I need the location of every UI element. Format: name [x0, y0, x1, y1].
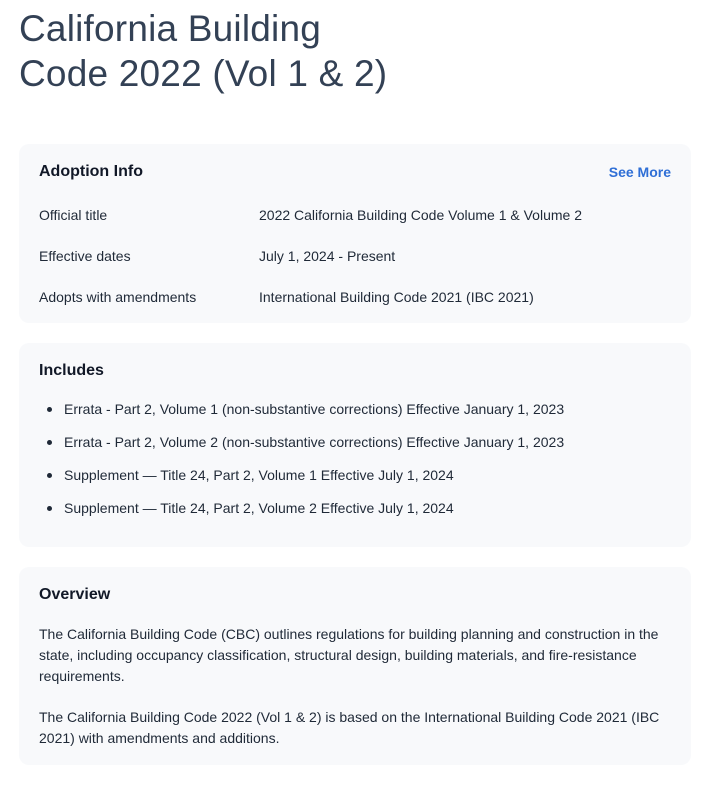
info-value: International Building Code 2021 (IBC 2021) — [259, 289, 534, 305]
includes-list — [39, 399, 679, 531]
list-item — [39, 432, 679, 465]
info-label: Effective dates — [39, 248, 131, 264]
bullet-icon — [47, 473, 52, 478]
bullet-icon — [47, 440, 52, 445]
overview-card — [19, 567, 691, 765]
bullet-icon — [47, 407, 52, 412]
includes-heading: Includes — [39, 362, 104, 379]
see-more-link[interactable]: See More — [608, 164, 671, 180]
list-item-text: Errata - Part 2, Volume 2 (non-substantive corrections) Effective January 1, 2023 — [64, 434, 565, 450]
page-title-line-1: California Building — [19, 8, 322, 49]
overview-heading: Overview — [39, 586, 111, 603]
list-item — [39, 498, 679, 531]
info-row-adopts-with-amendments — [39, 287, 671, 307]
page-title — [19, 6, 439, 96]
list-item — [39, 399, 679, 432]
includes-card — [19, 343, 691, 547]
info-value: July 1, 2024 - Present — [259, 248, 396, 264]
list-item-text: Supplement — Title 24, Part 2, Volume 2 Effective July 1, 2024 — [64, 500, 454, 516]
page-title-line-2: Code 2022 (Vol 1 & 2) — [19, 53, 388, 94]
info-row-effective-dates — [39, 246, 671, 266]
list-item-text: Supplement — Title 24, Part 2, Volume 1 Effective July 1, 2024 — [64, 467, 454, 483]
bullet-icon — [47, 506, 52, 511]
adoption-info-heading: Adoption Info — [39, 163, 143, 180]
list-item-text: Errata - Part 2, Volume 1 (non-substantive corrections) Effective January 1, 2023 — [64, 401, 565, 417]
info-value: 2022 California Building Code Volume 1 & Volume 2 — [259, 207, 582, 223]
info-label: Adopts with amendments — [39, 289, 197, 305]
info-label: Official title — [39, 207, 108, 223]
overview-paragraph: The California Building Code (CBC) outlines regulations for building planning and construction in the state, including occupancy classification, structural design, building materials, and fire-resistance requirements. — [39, 626, 659, 684]
adoption-info-card — [19, 144, 691, 323]
info-row-official-title — [39, 205, 671, 225]
list-item — [39, 465, 679, 498]
overview-paragraph: The California Building Code 2022 (Vol 1 & 2) is based on the International Building Code 2021 (IBC 2021) with amendments and additions. — [39, 709, 660, 746]
